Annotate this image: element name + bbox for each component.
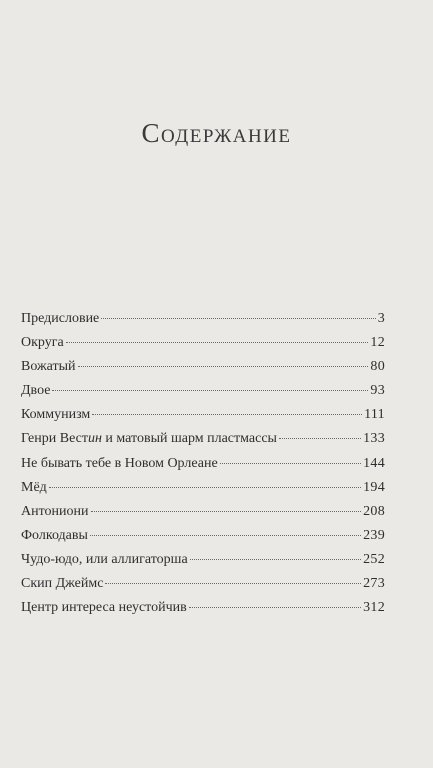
dot-leader <box>78 366 369 367</box>
dot-leader <box>91 511 362 512</box>
toc-entry-title: Центр интереса неустойчив <box>21 600 187 616</box>
toc-entry-title: Антониони <box>21 503 89 519</box>
toc-entry <box>21 383 385 407</box>
dot-leader <box>190 559 361 560</box>
toc-entry-page: 144 <box>363 455 385 471</box>
toc-entry-title: Фолкодавы <box>21 527 88 543</box>
toc-entry-title: Мёд <box>21 479 47 495</box>
dot-leader <box>92 414 362 415</box>
toc-entry-page: 80 <box>370 359 385 375</box>
dot-leader <box>90 535 361 536</box>
dot-leader <box>52 390 368 391</box>
toc-entry <box>21 480 385 504</box>
toc-entry <box>21 359 385 383</box>
toc-entry-page: 312 <box>363 600 385 616</box>
toc-entry-page: 239 <box>363 527 385 543</box>
toc-entry <box>21 552 385 576</box>
toc-entry-title-part: и матовый шарм пластмассы <box>101 431 277 447</box>
dot-leader <box>49 487 361 488</box>
dot-leader <box>105 583 361 584</box>
toc-entry <box>21 600 385 624</box>
toc-entry <box>21 528 385 552</box>
toc-entry-page: 93 <box>370 383 385 399</box>
toc-entry-page: 133 <box>363 431 385 447</box>
toc-entry <box>21 576 385 600</box>
toc-entry-title-part: Генри Вест <box>21 431 88 447</box>
toc-entry-page: 3 <box>377 311 385 326</box>
toc-entry-page: 12 <box>370 335 385 351</box>
page-title: Содержание <box>141 118 292 148</box>
toc-entry <box>21 456 385 480</box>
toc-entry-title <box>21 431 277 447</box>
toc-entry-title: Вожатый <box>21 359 76 375</box>
toc-entry-title: Предисловие <box>21 311 100 326</box>
dot-leader <box>101 318 375 319</box>
toc-entry-title: Скип Джеймс <box>21 576 104 592</box>
toc-entry-page: 208 <box>363 503 385 519</box>
toc-entry <box>21 311 385 335</box>
toc-entry-page: 194 <box>363 479 385 495</box>
toc-entry-title: Округа <box>21 335 64 351</box>
toc-entry <box>21 407 385 431</box>
dot-leader <box>189 607 361 608</box>
toc-entry <box>21 335 385 359</box>
toc-entry-title: Чудо-юдо, или аллигаторша <box>21 551 188 567</box>
toc-entry <box>21 431 385 455</box>
toc-entry-title: Коммунизм <box>21 407 91 423</box>
toc-entry-title-italic-part: ин <box>87 431 102 447</box>
toc-entry-page: 273 <box>363 576 385 592</box>
dot-leader <box>66 342 369 343</box>
table-of-contents <box>21 311 385 624</box>
toc-entry <box>21 504 385 528</box>
toc-entry-page: 111 <box>364 407 385 423</box>
dot-leader <box>220 463 361 464</box>
toc-entry-title: Не бывать тебе в Новом Орлеане <box>21 455 218 471</box>
toc-entry-title: Двое <box>21 383 51 399</box>
dot-leader <box>279 438 361 439</box>
toc-entry-page: 252 <box>363 551 385 567</box>
